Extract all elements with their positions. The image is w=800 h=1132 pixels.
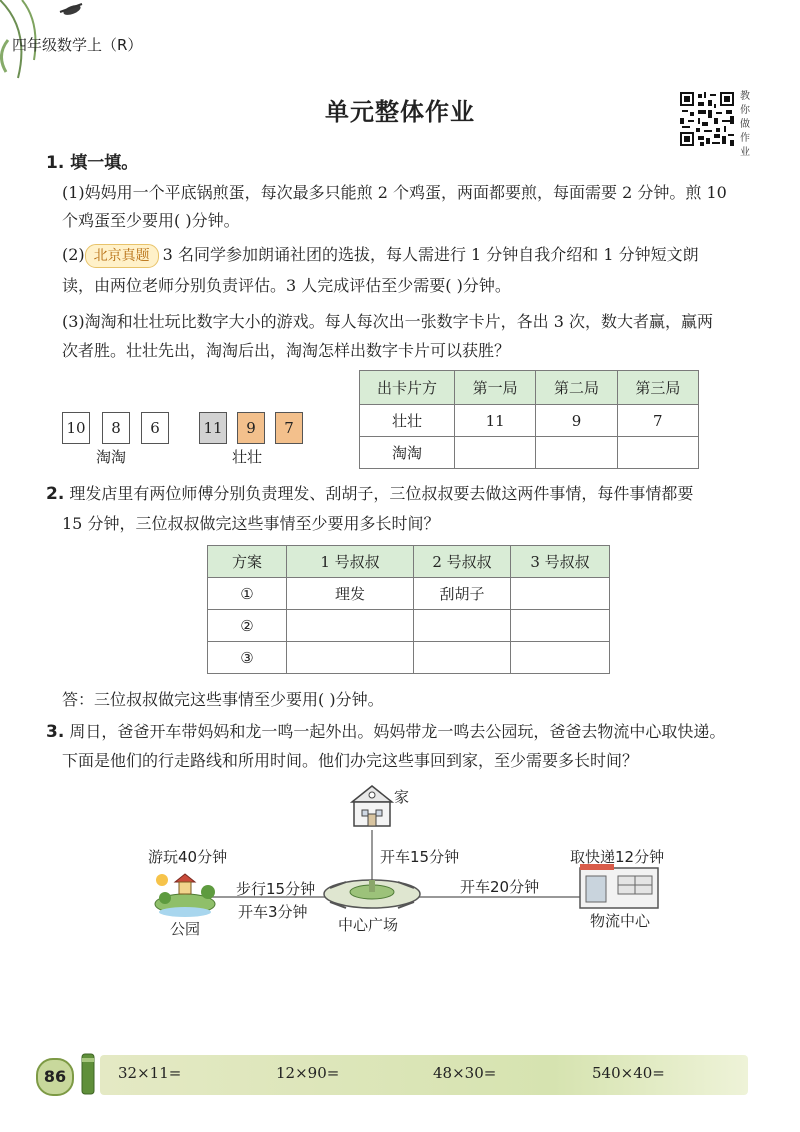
answer-cell[interactable]: [511, 610, 610, 642]
mental-calc-4: 540×40=: [592, 1064, 665, 1082]
q1-p3-line1: (3)淘淘和壮壮玩比数字大小的游戏。每人每次出一张数字卡片，各出 3 次，数大者赢，赢两: [62, 312, 714, 331]
zhuangzhuang-label: 壮壮: [232, 448, 263, 466]
home-label: 家: [394, 788, 410, 806]
zhuangzhuang-card: 7: [275, 412, 303, 444]
table-header-cell: 第一局: [455, 371, 536, 405]
table-header-cell: 第三局: [617, 371, 698, 405]
qr-code-icon: [678, 90, 736, 148]
table-row: [360, 405, 699, 437]
table-cell: 11: [455, 405, 536, 437]
plaza-label: 中心广场: [338, 916, 399, 934]
q1-p1-line1: (1)妈妈用一个平底锅煎蛋，每次最多只能煎 2 个鸡蛋，两面都要煎，每面需要 2 分钟。煎 10: [62, 183, 727, 202]
park-activity-label: 游玩40分钟: [148, 848, 228, 866]
taotao-card: 10: [62, 412, 90, 444]
q2-line1: 2. 理发店里有两位师傅分别负责理发、刮胡子，三位叔叔要去做这两件事情，每件事情都要: [46, 484, 694, 504]
card-game-table: [359, 370, 699, 469]
q1-p3-line2: 次者胜。壮壮先出，淘淘后出，淘淘怎样出数字卡片可以获胜？: [62, 341, 511, 360]
page-title: 单元整体作业: [325, 98, 475, 126]
answer-cell[interactable]: [617, 437, 698, 469]
q2-line2: 15 分钟，三位叔叔做完这些事情至少要用多长时间？: [62, 514, 440, 533]
park-label: 公园: [170, 920, 201, 938]
table-row: [360, 437, 699, 469]
house-icon: [352, 786, 392, 826]
q1-p2-line1: (2) 北京真题 3 名同学参加朗诵社团的选拔，每人需进行 1 分钟自我介绍和 1 分钟短文朗: [62, 244, 699, 268]
answer-cell[interactable]: [455, 437, 536, 469]
answer-cell[interactable]: [287, 610, 414, 642]
q2-answer: 答：三位叔叔做完这些事情至少要用( )分钟。: [62, 690, 384, 709]
mental-calc-3: 48×30=: [433, 1064, 497, 1082]
logistics-center-label: 物流中心: [590, 912, 651, 930]
mental-calc-2: 12×90=: [276, 1064, 340, 1082]
answer-cell[interactable]: [414, 642, 511, 674]
drive-home-time-label: 开车15分钟: [380, 848, 460, 866]
table-row: [208, 578, 610, 610]
table-cell: ③: [208, 642, 287, 674]
drive-logistics-time-label: 开车20分钟: [460, 878, 540, 896]
table-header-cell: 出卡片方: [360, 371, 455, 405]
q3-line2: 下面是他们的行走路线和所用时间。他们办完这些事回到家，至少需要多长时间？: [62, 751, 639, 770]
table-cell: ②: [208, 610, 287, 642]
zhuangzhuang-card: 9: [237, 412, 265, 444]
q3-line1: 3. 周日，爸爸开车带妈妈和龙一鸣一起外出。妈妈带龙一鸣去公园玩，爸爸去物流中心取快递。: [46, 722, 726, 742]
table-header-cell: 第二局: [536, 371, 617, 405]
barber-plan-table: [207, 545, 610, 674]
table-header-row: [208, 546, 610, 578]
taotao-label: 淘淘: [96, 448, 127, 466]
plaza-icon: [324, 880, 420, 908]
table-row: [208, 610, 610, 642]
table-cell: 7: [617, 405, 698, 437]
answer-cell[interactable]: [414, 610, 511, 642]
answer-cell[interactable]: [511, 578, 610, 610]
table-header-row: [360, 371, 699, 405]
park-icon: [155, 874, 215, 917]
grade-tag: 四年级数学上（R）: [12, 36, 143, 54]
table-header-cell: 1 号叔叔: [287, 546, 414, 578]
q1-heading: 1. 填一填。: [46, 153, 139, 173]
taotao-card: 6: [141, 412, 169, 444]
pencil-icon: [76, 1052, 100, 1098]
pickup-time-label: 取快递12分钟: [570, 848, 665, 866]
drive-park-time-label: 开车3分钟: [238, 903, 308, 921]
zhuangzhuang-card: 11: [199, 412, 227, 444]
mental-calc-1: 32×11=: [118, 1064, 182, 1082]
walk-time-label: 步行15分钟: [236, 880, 316, 898]
answer-cell[interactable]: [511, 642, 610, 674]
table-header-cell: 方案: [208, 546, 287, 578]
table-header-cell: 2 号叔叔: [414, 546, 511, 578]
q1-p2-line2: 读，由两位老师分别负责评估。3 人完成评估至少需要( )分钟。: [62, 276, 511, 295]
beijing-exam-badge: 北京真题: [85, 244, 159, 268]
table-cell: 9: [536, 405, 617, 437]
table-row: [208, 642, 610, 674]
taotao-card: 8: [102, 412, 130, 444]
table-cell: 淘淘: [360, 437, 455, 469]
table-cell: ①: [208, 578, 287, 610]
answer-cell[interactable]: [536, 437, 617, 469]
q1-p1-line2: 个鸡蛋至少要用( )分钟。: [62, 211, 240, 230]
table-cell: 壮壮: [360, 405, 455, 437]
logistics-center-icon: [580, 864, 658, 908]
table-cell: 理发: [287, 578, 414, 610]
qr-caption: 教 你 做 作 业: [740, 91, 750, 158]
table-cell: 刮胡子: [414, 578, 511, 610]
page-number: 86: [43, 1067, 67, 1086]
table-header-cell: 3 号叔叔: [511, 546, 610, 578]
answer-cell[interactable]: [287, 642, 414, 674]
